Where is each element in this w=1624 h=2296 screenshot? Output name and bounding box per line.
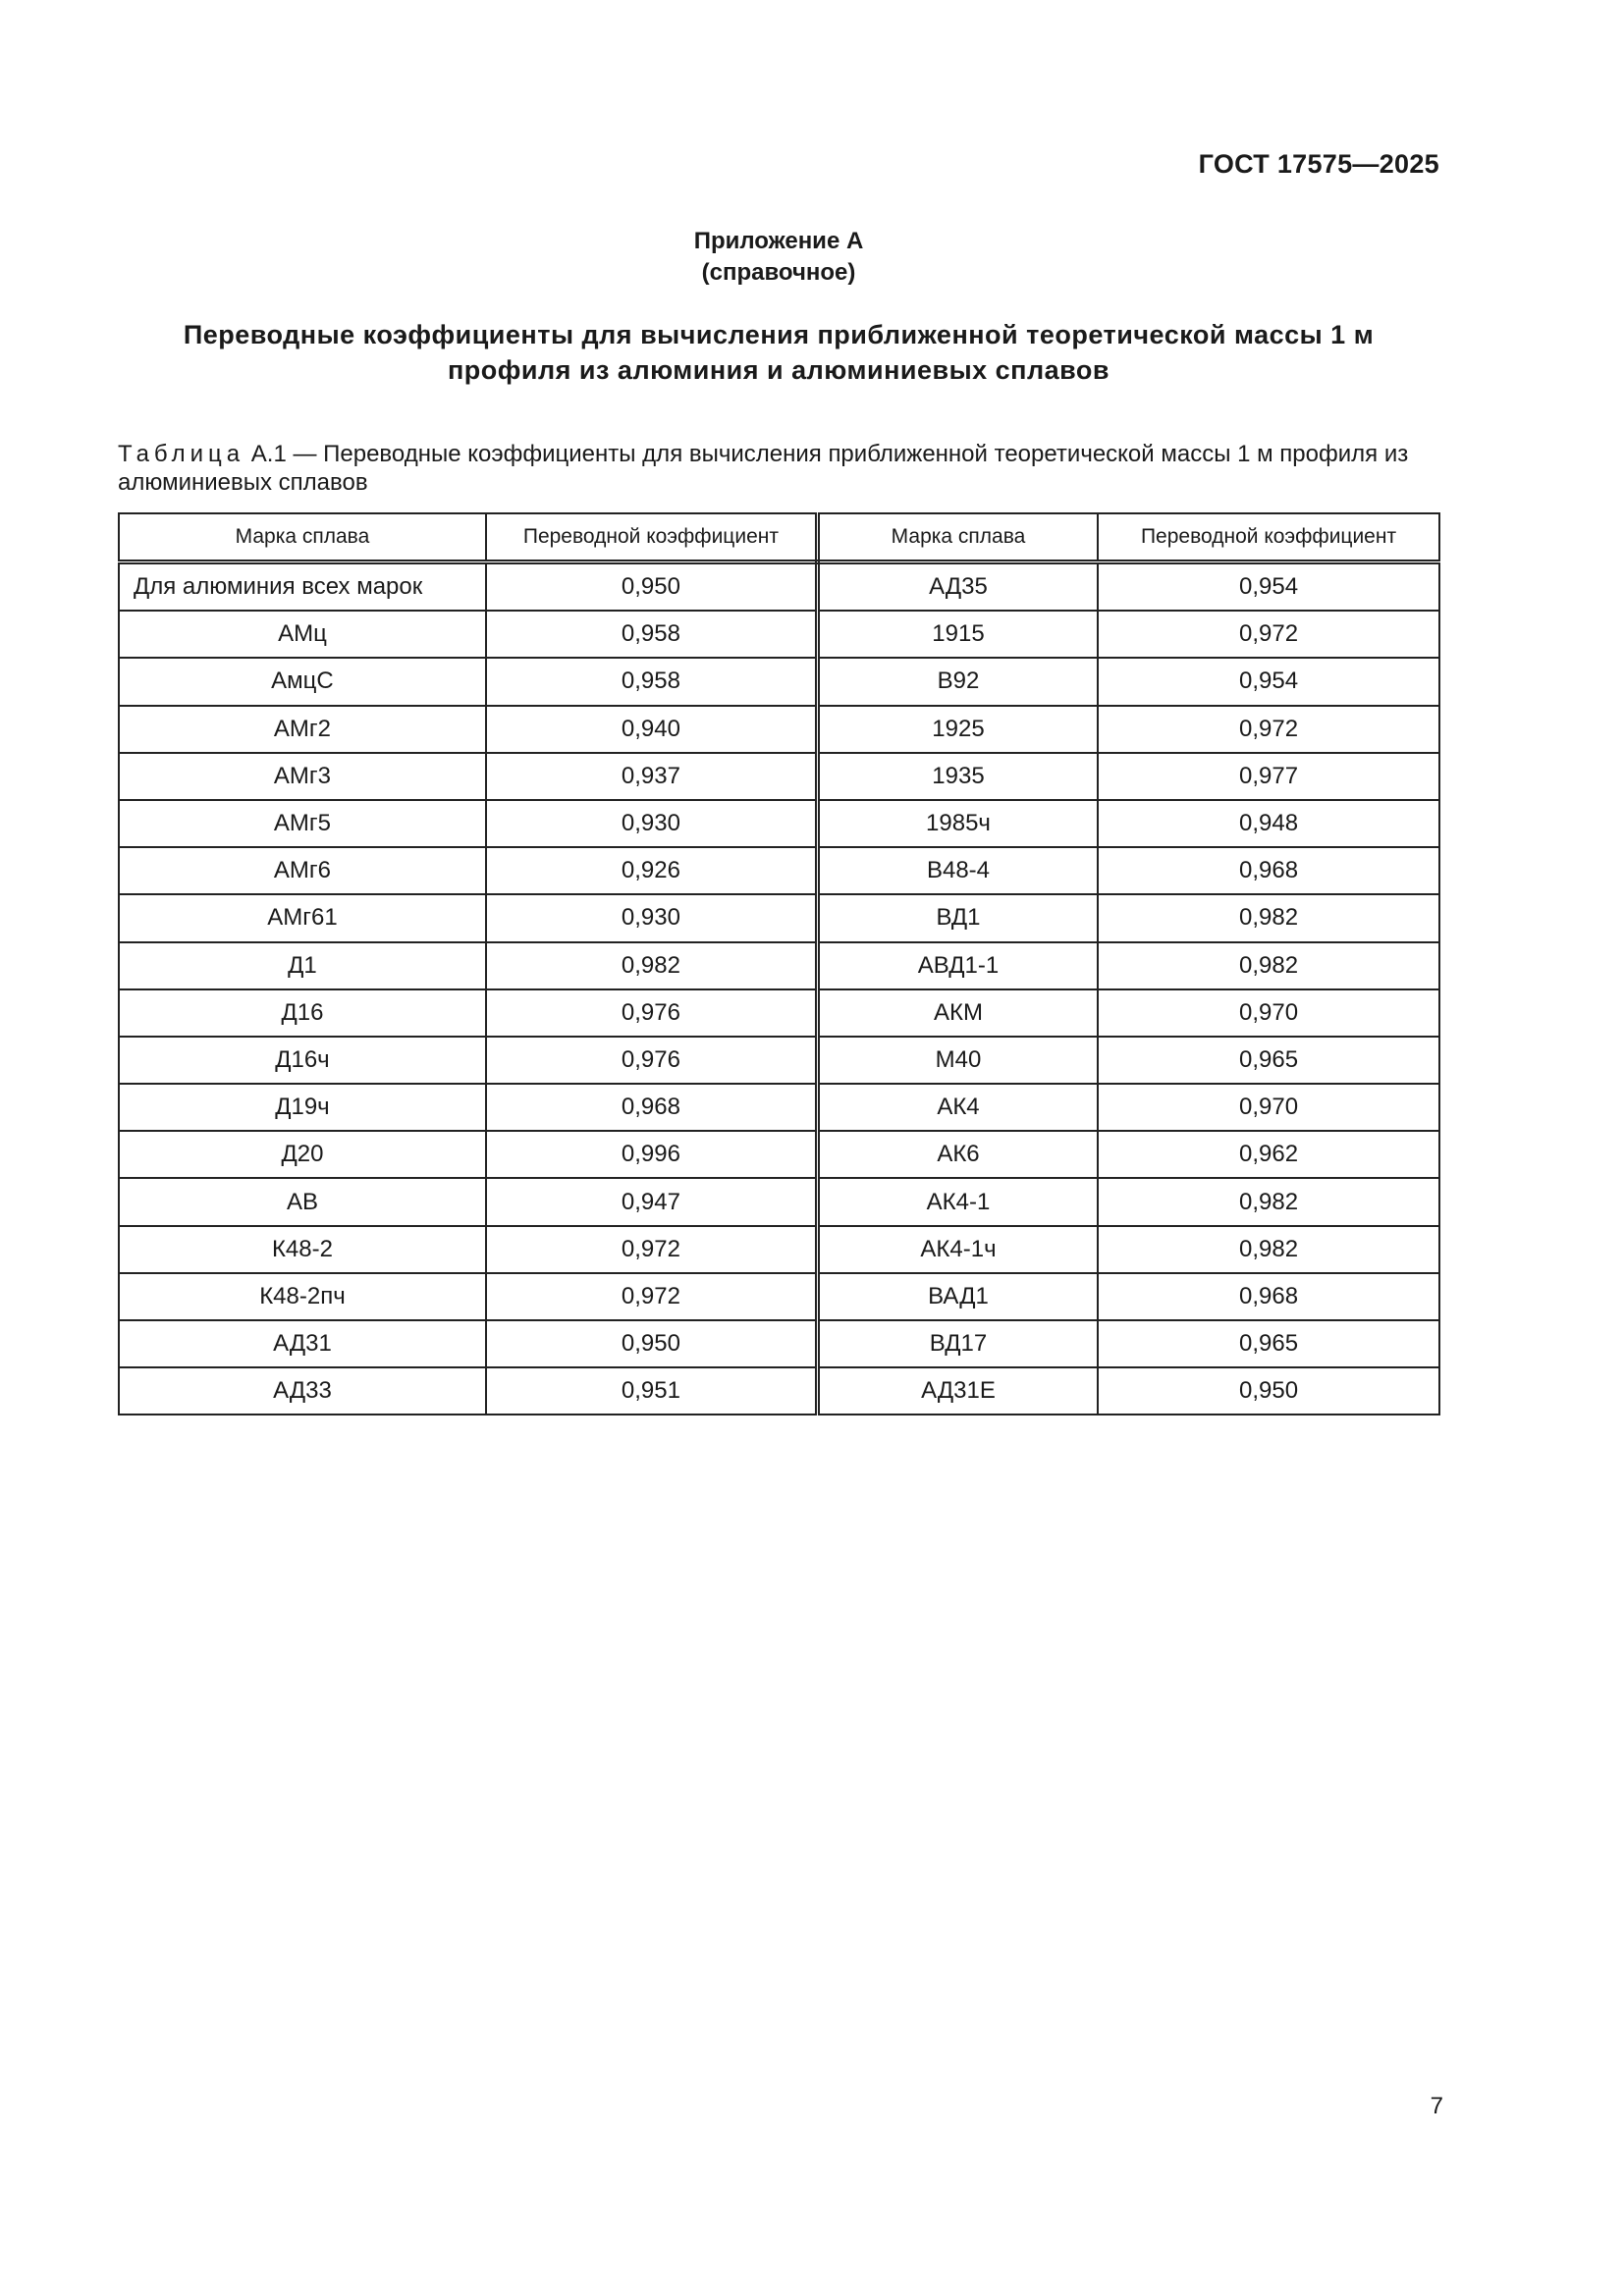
alloy-grade-cell: Д1 bbox=[119, 942, 486, 989]
coefficient-cell: 0,947 bbox=[486, 1178, 818, 1225]
alloy-grade-cell: 1935 bbox=[817, 753, 1098, 800]
table-row bbox=[119, 1367, 1439, 1415]
alloy-grade-cell: АКМ bbox=[817, 989, 1098, 1037]
coefficient-cell: 0,950 bbox=[1098, 1367, 1439, 1415]
table-row bbox=[119, 658, 1439, 705]
coefficient-cell: 0,972 bbox=[486, 1226, 818, 1273]
table-row bbox=[119, 1131, 1439, 1178]
alloy-grade-cell: АК4-1 bbox=[817, 1178, 1098, 1225]
coefficient-cell: 0,958 bbox=[486, 658, 818, 705]
coefficient-cell: 0,972 bbox=[486, 1273, 818, 1320]
coefficient-cell: 0,954 bbox=[1098, 562, 1439, 612]
coefficient-cell: 0,976 bbox=[486, 1037, 818, 1084]
coefficient-cell: 0,982 bbox=[486, 942, 818, 989]
alloy-grade-cell: АМц bbox=[119, 611, 486, 658]
alloy-grade-cell: В48-4 bbox=[817, 847, 1098, 894]
alloy-grade-cell: АВ bbox=[119, 1178, 486, 1225]
coefficient-cell: 0,982 bbox=[1098, 1178, 1439, 1225]
table-row bbox=[119, 1226, 1439, 1273]
alloy-grade-cell: 1925 bbox=[817, 706, 1098, 753]
table-row bbox=[119, 1320, 1439, 1367]
coefficient-cell: 0,976 bbox=[486, 989, 818, 1037]
coefficient-cell: 0,950 bbox=[486, 562, 818, 612]
alloy-grade-cell: К48-2 bbox=[119, 1226, 486, 1273]
alloy-grade-cell: АмцС bbox=[119, 658, 486, 705]
alloy-grade-cell: Д20 bbox=[119, 1131, 486, 1178]
table-row bbox=[119, 989, 1439, 1037]
alloy-grade-cell: ВД1 bbox=[817, 894, 1098, 941]
coefficient-cell: 0,930 bbox=[486, 800, 818, 847]
table-row bbox=[119, 706, 1439, 753]
alloy-grade-cell: Д19ч bbox=[119, 1084, 486, 1131]
header-coefficient: Переводной коэффициент bbox=[486, 513, 818, 562]
alloy-grade-cell: АВД1-1 bbox=[817, 942, 1098, 989]
alloy-grade-cell: Д16 bbox=[119, 989, 486, 1037]
table-body bbox=[119, 562, 1439, 1415]
coefficient-cell: 0,940 bbox=[486, 706, 818, 753]
coefficient-cell: 0,972 bbox=[1098, 611, 1439, 658]
alloy-grade-cell: АК4-1ч bbox=[817, 1226, 1098, 1273]
alloy-grade-cell: АМг5 bbox=[119, 800, 486, 847]
coefficient-cell: 0,951 bbox=[486, 1367, 818, 1415]
table-caption-text: А.1 — Переводные коэффициенты для вычисления приближенной теоретической массы 1 м профиля из алюминиевых сплавов bbox=[118, 441, 1409, 496]
table-row bbox=[119, 1178, 1439, 1225]
table-caption bbox=[118, 440, 1443, 497]
header-alloy-grade: Марка сплава bbox=[119, 513, 486, 562]
alloy-grade-cell: ВД17 bbox=[817, 1320, 1098, 1367]
alloy-grade-cell: 1915 bbox=[817, 611, 1098, 658]
coefficient-cell: 0,996 bbox=[486, 1131, 818, 1178]
alloy-grade-cell: АК4 bbox=[817, 1084, 1098, 1131]
coefficient-cell: 0,937 bbox=[486, 753, 818, 800]
coefficient-cell: 0,968 bbox=[486, 1084, 818, 1131]
alloy-grade-cell: АД31 bbox=[119, 1320, 486, 1367]
header-alloy-grade: Марка сплава bbox=[817, 513, 1098, 562]
table-header-row bbox=[119, 513, 1439, 562]
coefficient-cell: 0,948 bbox=[1098, 800, 1439, 847]
table-row bbox=[119, 894, 1439, 941]
table-row bbox=[119, 847, 1439, 894]
coefficient-cell: 0,954 bbox=[1098, 658, 1439, 705]
conversion-coefficients-table bbox=[118, 512, 1440, 1415]
coefficient-cell: 0,970 bbox=[1098, 1084, 1439, 1131]
coefficient-cell: 0,958 bbox=[486, 611, 818, 658]
alloy-grade-cell: АД33 bbox=[119, 1367, 486, 1415]
alloy-grade-cell: АМг61 bbox=[119, 894, 486, 941]
coefficient-cell: 0,982 bbox=[1098, 894, 1439, 941]
appendix-title: Приложение А bbox=[693, 228, 864, 254]
section-heading-line-1: Переводные коэффициенты для вычисления приближенной теоретической массы 1 м bbox=[183, 320, 1375, 349]
coefficient-cell: 0,970 bbox=[1098, 989, 1439, 1037]
alloy-grade-cell: ВАД1 bbox=[817, 1273, 1098, 1320]
coefficient-cell: 0,926 bbox=[486, 847, 818, 894]
table-row bbox=[119, 942, 1439, 989]
alloy-grade-cell: АМг3 bbox=[119, 753, 486, 800]
table-row bbox=[119, 1273, 1439, 1320]
coefficient-cell: 0,968 bbox=[1098, 1273, 1439, 1320]
table-row bbox=[119, 611, 1439, 658]
coefficient-cell: 0,962 bbox=[1098, 1131, 1439, 1178]
alloy-grade-cell: М40 bbox=[817, 1037, 1098, 1084]
page-number: 7 bbox=[1430, 2093, 1443, 2119]
coefficient-cell: 0,930 bbox=[486, 894, 818, 941]
header-coefficient: Переводной коэффициент bbox=[1098, 513, 1439, 562]
table-row bbox=[119, 753, 1439, 800]
alloy-grade-cell: 1985ч bbox=[817, 800, 1098, 847]
alloy-grade-cell: Для алюминия всех марок bbox=[119, 562, 486, 612]
table-caption-label: Таблица bbox=[118, 441, 245, 467]
alloy-grade-cell: АМг2 bbox=[119, 706, 486, 753]
table-row bbox=[119, 562, 1439, 612]
alloy-grade-cell: АМг6 bbox=[119, 847, 486, 894]
document-code: ГОСТ 17575—2025 bbox=[1198, 149, 1439, 179]
table-row bbox=[119, 800, 1439, 847]
coefficient-cell: 0,965 bbox=[1098, 1320, 1439, 1367]
coefficient-cell: 0,972 bbox=[1098, 706, 1439, 753]
table-row bbox=[119, 1084, 1439, 1131]
table-row bbox=[119, 1037, 1439, 1084]
alloy-grade-cell: К48-2пч bbox=[119, 1273, 486, 1320]
alloy-grade-cell: АК6 bbox=[817, 1131, 1098, 1178]
alloy-grade-cell: АД35 bbox=[817, 562, 1098, 612]
appendix-kind: (справочное) bbox=[701, 259, 856, 286]
coefficient-cell: 0,982 bbox=[1098, 1226, 1439, 1273]
alloy-grade-cell: Д16ч bbox=[119, 1037, 486, 1084]
coefficient-cell: 0,950 bbox=[486, 1320, 818, 1367]
section-heading-line-2: профиля из алюминия и алюминиевых сплавов bbox=[447, 355, 1110, 385]
alloy-grade-cell: АД31Е bbox=[817, 1367, 1098, 1415]
alloy-grade-cell: В92 bbox=[817, 658, 1098, 705]
coefficient-cell: 0,968 bbox=[1098, 847, 1439, 894]
coefficient-cell: 0,977 bbox=[1098, 753, 1439, 800]
coefficient-cell: 0,982 bbox=[1098, 942, 1439, 989]
coefficient-cell: 0,965 bbox=[1098, 1037, 1439, 1084]
